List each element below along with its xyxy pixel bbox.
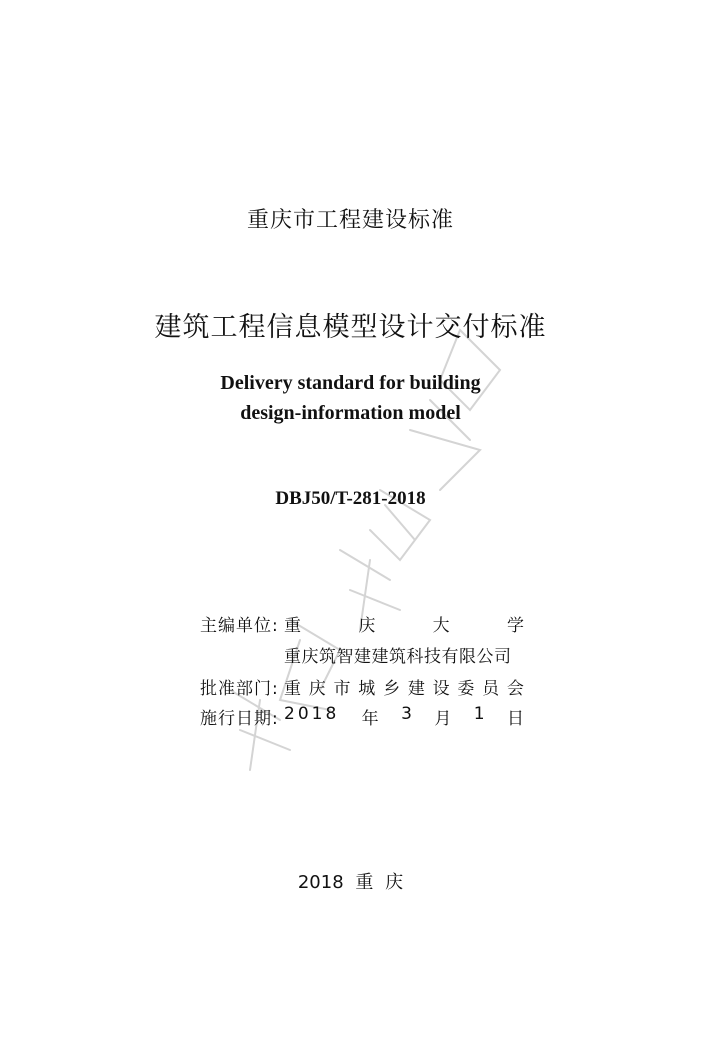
standard-code: DBJ50/T-281-2018 [275,488,426,509]
date-day-unit: 日 [506,709,524,729]
date-value [284,704,524,729]
date-month-unit: 月 [434,709,452,729]
document-title-english-line-1: Delivery standard for building [220,372,481,394]
date-label: 施行日期: [200,709,279,729]
document-title-english-line-2: design-information model [240,402,461,424]
editor-char: 学 [506,616,524,636]
approver-char: 员 [482,679,500,699]
editor-char: 庆 [358,616,376,636]
editor-label: 主编单位: [200,616,279,636]
approver-char: 庆 [308,679,326,699]
approver-row [200,674,524,698]
approver-char: 建 [407,679,425,699]
editor-value-2: 重庆筑智建建筑科技有限公司 [284,647,512,667]
editor-char: 大 [432,616,450,636]
editor-row-2 [200,642,524,666]
approver-char: 市 [333,679,351,699]
editor-char: 重 [284,616,301,636]
date-month: 3 [401,704,412,724]
approver-char: 委 [457,679,475,699]
approver-char: 会 [506,679,524,699]
date-year: 2018 [284,704,340,724]
date-year-unit: 年 [361,709,379,729]
date-day: 1 [473,704,485,724]
approver-char: 城 [358,679,376,699]
editor-row [200,611,524,635]
approver-value [284,674,524,699]
series-title: 重庆市工程建设标准 [246,208,454,233]
approver-char: 设 [432,679,450,699]
editor-value-1 [284,611,524,636]
document-title-chinese: 建筑工程信息模型设计交付标准 [154,312,547,343]
date-row [200,704,524,728]
approver-char: 重 [284,679,301,699]
publication-footer: 2018 重 庆 [297,872,404,893]
approver-label: 批准部门: [200,679,279,699]
approver-char: 乡 [383,679,401,699]
